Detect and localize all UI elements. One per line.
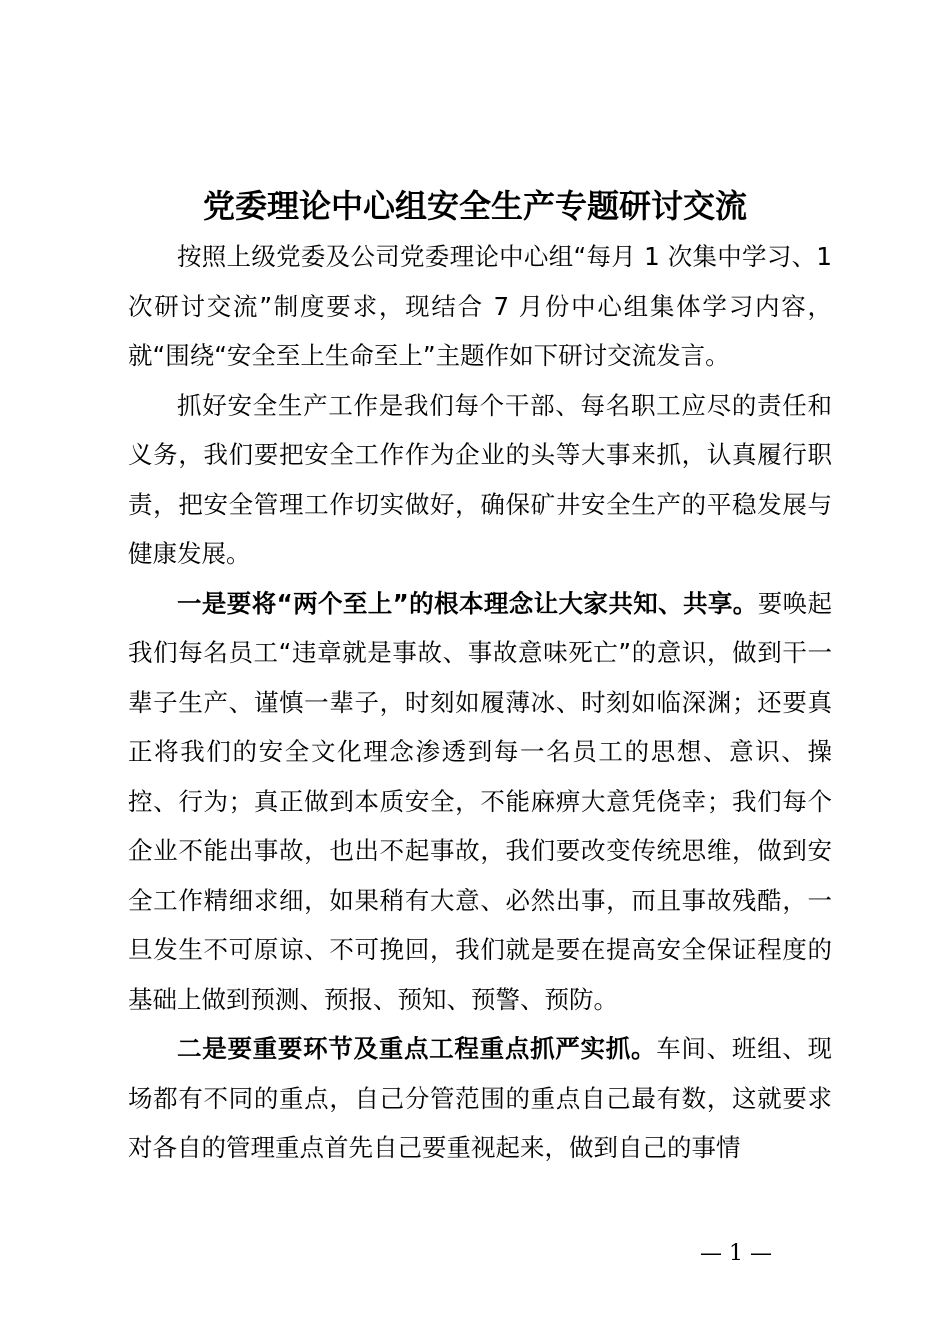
paragraph-text: 抓好安全生产工作是我们每个干部、每名职工应尽的责任和义务，我们要把安全工作作为企业的头等大事来抓，认真履行职责，把安全管理工作切实做好，确保矿井安全生产的平稳发展与健康发展。	[128, 390, 832, 568]
paragraph-point-two	[128, 1024, 832, 1173]
document-title: 党委理论中心组安全生产专题研讨交流	[202, 187, 747, 225]
document-body	[128, 232, 832, 1173]
paragraph-lead: 二是要重要环节及重点工程重点抓严实抓。	[177, 1034, 657, 1063]
paragraph-text: 要唤起我们每名员工“违章就是事故、事故意味死亡”的意识，做到干一辈子生产、谨慎一辈子，时刻如履薄冰、时刻如临深渊；还要真正将我们的安全文化理念渗透到每一名员工的思想、意识、操控、行为；真正做到本质安全，不能麻痹大意凭侥幸；我们每个企业不能出事故，也出不起事故，我们要改变传统思维，做到安全工作精细求细，如果稍有大意、必然出事，而且事故残酷，一旦发生不可原谅、不可挽回，我们就是要在提高安全保证程度的基础上做到预测、预报、预知、预警、预防。	[128, 588, 833, 1014]
page-number: — 1 —	[700, 1241, 772, 1266]
paragraph-text: 车间、班组、现场都有不同的重点，自己分管范围的重点自己最有数，这就要求对各自的管理重点首先自己要重视起来，做到自己的事情	[128, 1034, 833, 1162]
paragraph-responsibility	[128, 381, 832, 579]
paragraph-lead: 一是要将“两个至上”的根本理念让大家共知、共享。	[177, 588, 758, 618]
paragraph-intro	[128, 232, 832, 381]
paragraph-text: 按照上级党委及公司党委理论中心组“每月 1 次集中学习、1 次研讨交流”制度要求，现结合 7 月份中心组集体学习内容，就“围绕“安全至上生命至上”主题作如下研讨交流发言。	[128, 242, 832, 370]
paragraph-point-one	[128, 579, 832, 1025]
